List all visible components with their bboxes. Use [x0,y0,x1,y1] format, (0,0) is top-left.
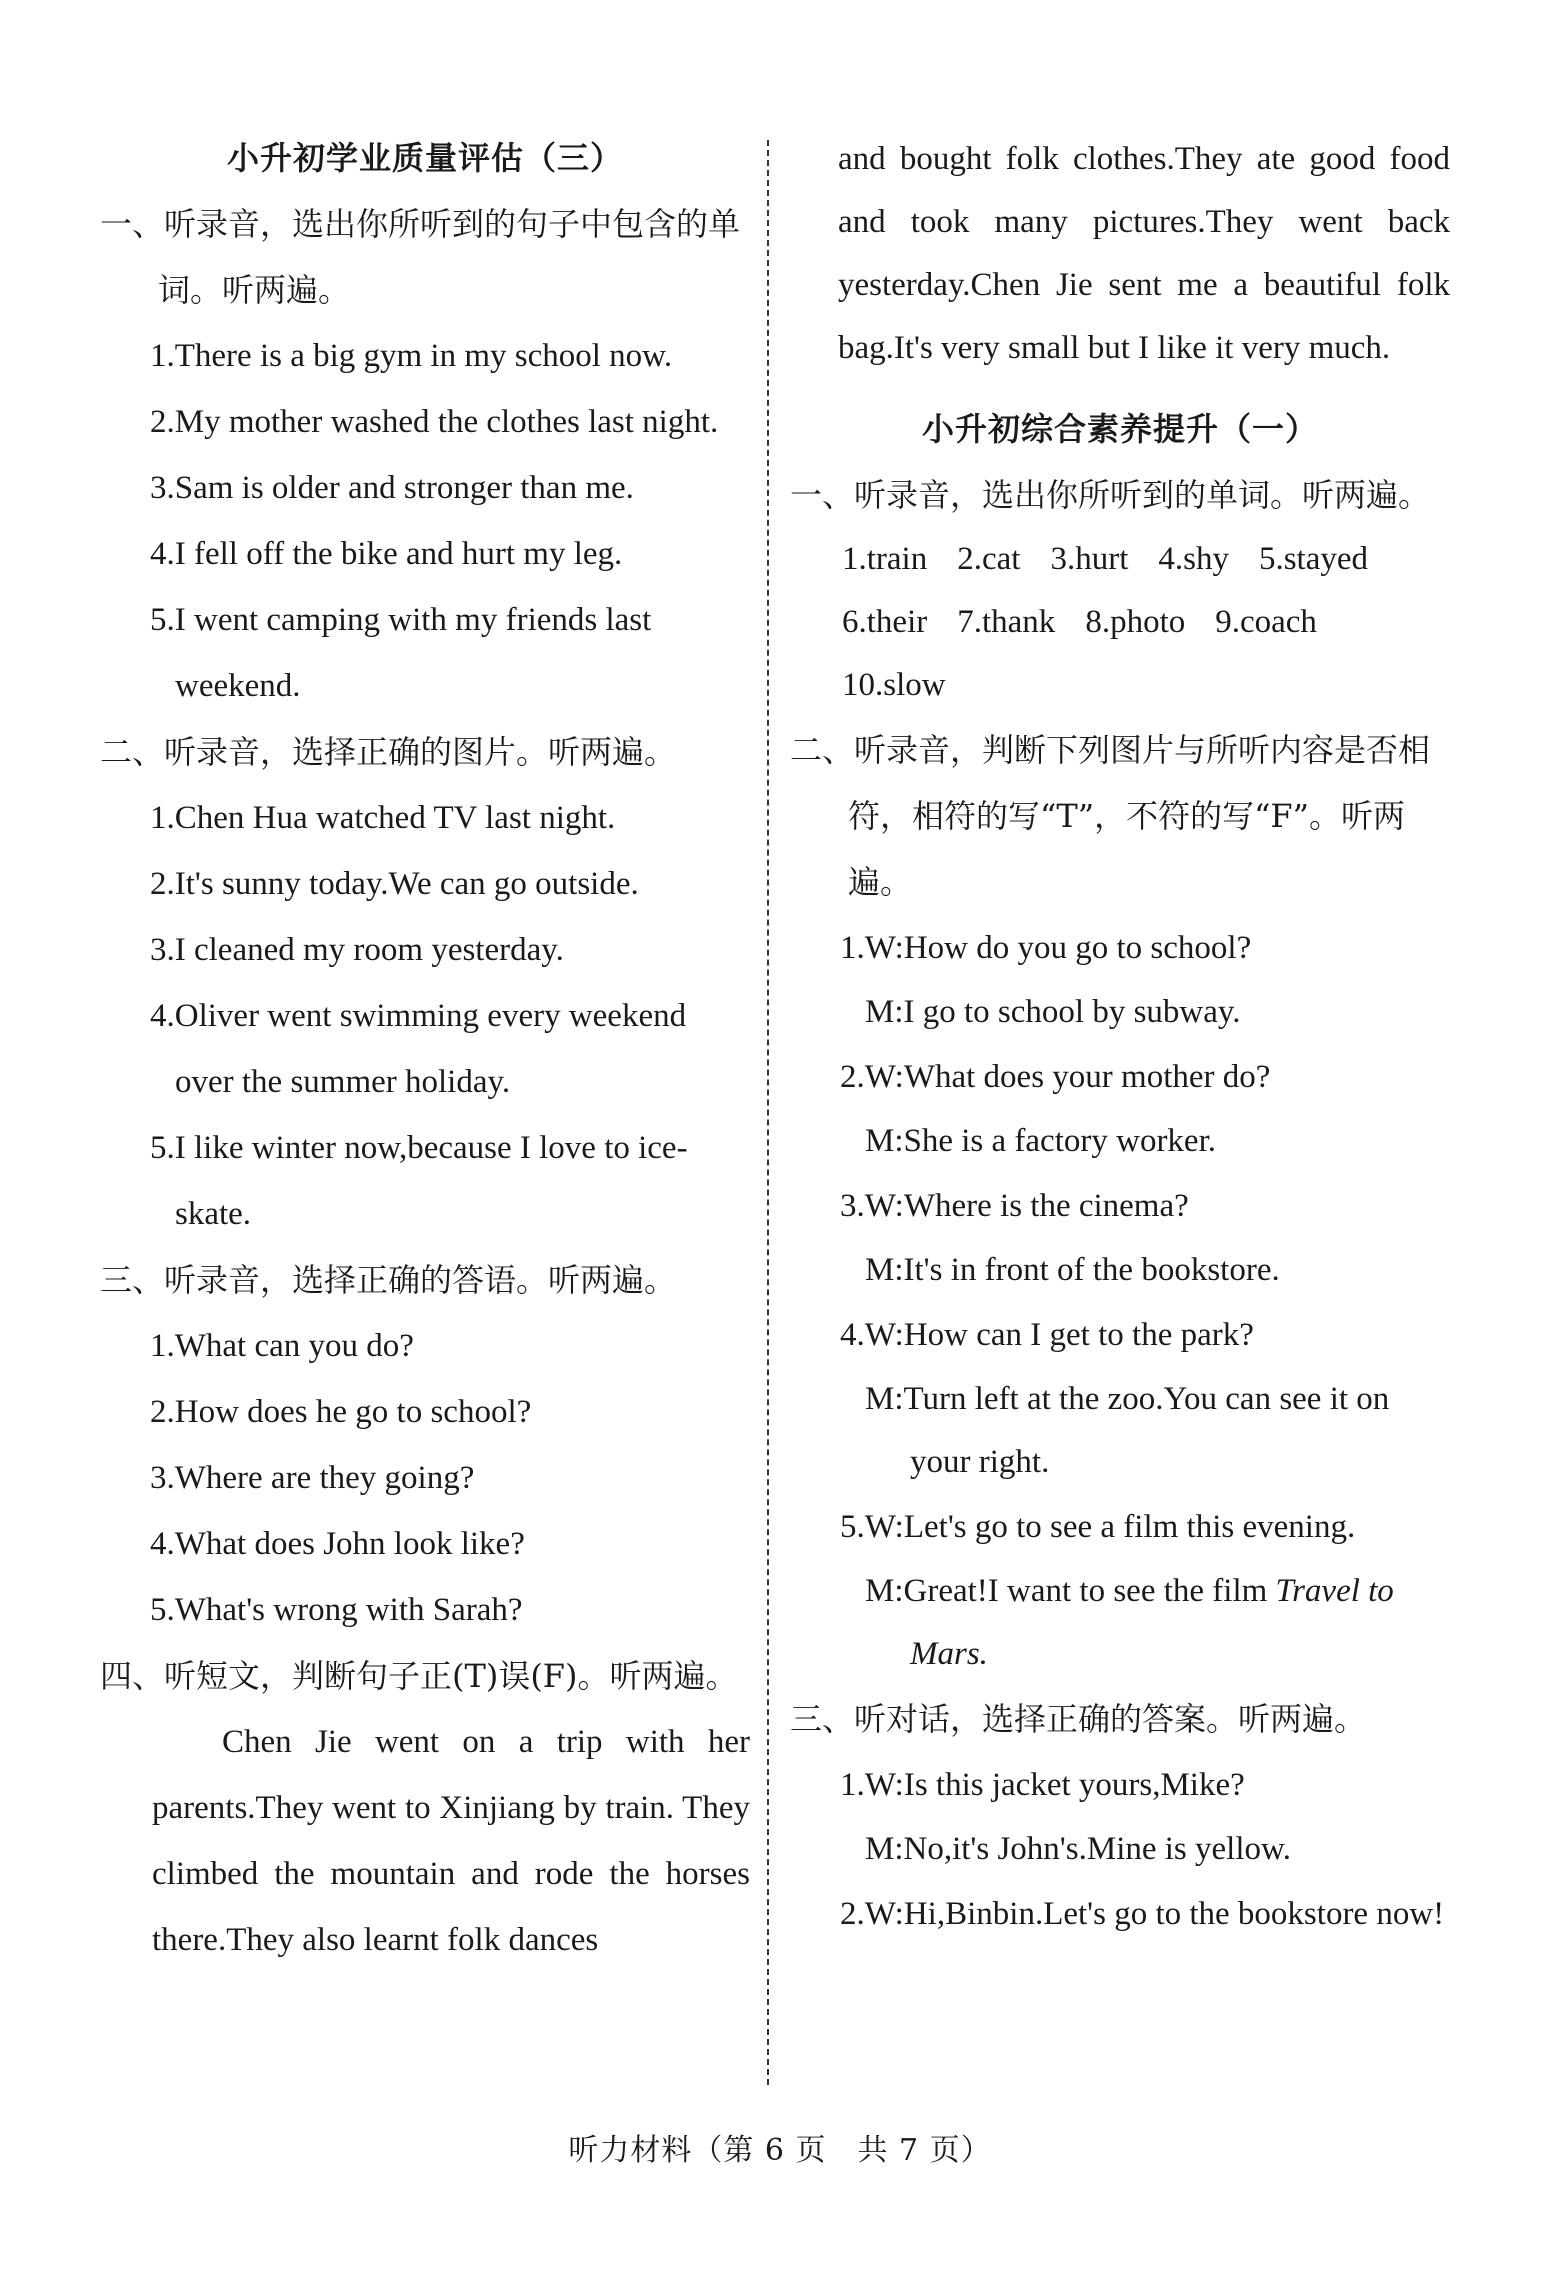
word-list [790,591,1450,654]
list-item: 4.What does John look like? [150,1526,525,1562]
list-item: 3.Where are they going? [150,1460,475,1496]
list-item: 4.I fell off the bike and hurt my leg. [150,536,623,572]
word-option: 2.cat [957,541,1021,577]
column-divider [767,140,769,2085]
list-item: 2.It's sunny today.We can go outside. [150,866,639,902]
dialog-question: 5.W:Let's go to see a film this evening. [840,1509,1356,1545]
dialog-answer: M:I go to school by subway. [865,994,1241,1030]
word-option: 6.their [842,604,928,640]
dialog-question: 3.W:Where is the cinema? [840,1188,1189,1224]
assessment-title: 小升初综合素养提升（一） [921,410,1318,448]
dialog-answer-text: M:Great!I want to see the film [865,1573,1276,1609]
list-item: 2.How does he go to school? [150,1394,532,1430]
section-heading: 二、听录音，判断下列图片与所听内容是否相符，相符的写“T”，不符的写“F”。听两遍。 [790,731,1431,901]
section-heading: 三、听对话，选择正确的答案。听两遍。 [790,1700,1367,1738]
word-option: 4.shy [1158,541,1229,577]
word-option: 8.photo [1085,604,1186,640]
dialog-question: 2.W:What does your mother do? [840,1059,1271,1095]
list-item: 3.I cleaned my room yesterday. [150,932,564,968]
list-item: 1.There is a big gym in my school now. [150,338,673,374]
word-option: 9.coach [1215,604,1317,640]
list-item: 4.Oliver went swimming every weekend over the summer holiday. [150,998,687,1100]
word-list [790,528,1450,591]
word-list [790,654,1450,717]
list-item: 2.My mother washed the clothes last night. [150,404,719,440]
dialog-answer: M:She is a factory worker. [865,1123,1216,1159]
list-item: 5.I went camping with my friends last weekend. [150,602,652,704]
word-option: 10.slow [842,667,946,703]
dialog-question: 4.W:How can I get to the park? [840,1317,1254,1353]
passage-paragraph: Chen Jie went on a trip with her parents.They went to Xinjiang by train. They climbed the mountain and rode the horses there.They also learnt folk dances [152,1724,750,1958]
word-option: 5.stayed [1258,541,1369,577]
section-heading: 四、听短文，判断句子正(T)误(F)。听两遍。 [100,1657,738,1695]
word-option: 1.train [842,541,928,577]
dialog-question: 1.W:Is this jacket yours,Mike? [840,1767,1245,1803]
dialog-answer: M:No,it's John's.Mine is yellow. [865,1831,1291,1867]
section-heading: 一、听录音，选出你所听到的句子中包含的单词。听两遍。 [100,205,741,309]
section-heading: 二、听录音，选择正确的图片。听两遍。 [100,733,677,771]
assessment-title: 小升初学业质量评估（三） [226,139,623,177]
page-footer: 听力材料（第 6 页 共 7 页） [568,2133,992,2168]
passage-continued: and bought folk clothes.They ate good food and took many pictures.They went back yesterday.Chen Jie sent me a beautiful folk bag.It's very small but I like it very much. [838,141,1450,366]
section-heading: 一、听录音，选出你所听到的单词。听两遍。 [790,476,1431,514]
film-title: Travel to Mars. [910,1573,1394,1672]
dialog-question: 1.W:How do you go to school? [840,930,1252,966]
word-option: 3.hurt [1050,541,1129,577]
right-column [790,128,1450,1947]
list-item: 5.I like winter now,because I love to ice-skate. [150,1130,688,1232]
section-heading: 三、听录音，选择正确的答语。听两遍。 [100,1261,677,1299]
list-item: 1.Chen Hua watched TV last night. [150,800,616,836]
list-item: 3.Sam is older and stronger than me. [150,470,634,506]
dialog-question: 2.W:Hi,Binbin.Let's go to the bookstore now! [840,1896,1445,1932]
left-column [100,125,750,1973]
list-item: 5.What's wrong with Sarah? [150,1592,523,1628]
list-item: 1.What can you do? [150,1328,414,1364]
dialog-answer: M:Turn left at the zoo.You can see it on your right. [865,1381,1390,1480]
dialog-answer [790,1560,1450,1686]
word-option: 7.thank [957,604,1056,640]
dialog-answer: M:It's in front of the bookstore. [865,1252,1280,1288]
